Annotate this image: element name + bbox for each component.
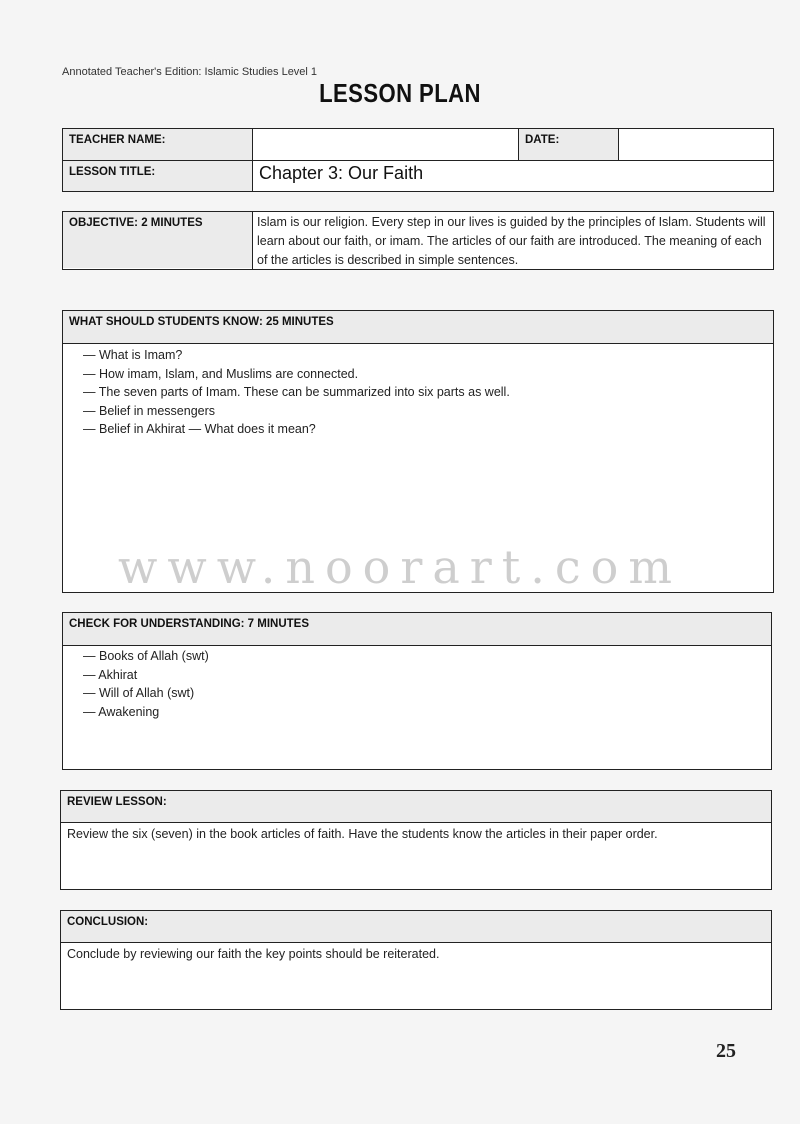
conclusion-label: CONCLUSION: — [67, 916, 149, 928]
review-lesson-text: Review the six (seven) in the book articles of faith. Have the students know the articles in their paper order. — [67, 827, 658, 841]
list-item: — Belief in Akhirat — What does it mean? — [83, 420, 763, 439]
review-lesson-section — [60, 790, 772, 890]
what-should-students-know-list — [83, 346, 763, 439]
header-note: Annotated Teacher's Edition: Islamic Studies Level 1 — [62, 66, 318, 78]
date-label: DATE: — [525, 134, 560, 146]
conclusion-text: Conclude by reviewing our faith the key points should be reiterated. — [67, 947, 440, 961]
objective-section — [62, 211, 774, 270]
teacher-name-label: TEACHER NAME: — [69, 134, 166, 146]
list-item: — Awakening — [83, 703, 763, 722]
list-item: — Books of Allah (swt) — [83, 647, 763, 666]
check-for-understanding-section — [62, 612, 772, 770]
watermark: www.noorart.com — [118, 540, 682, 594]
teacher-name-field[interactable] — [253, 129, 517, 160]
list-item: — Belief in messengers — [83, 402, 763, 421]
what-should-students-know-label: WHAT SHOULD STUDENTS KNOW: 25 MINUTES — [69, 316, 334, 328]
lesson-title-value: Chapter 3: Our Faith — [259, 163, 424, 183]
objective-label: OBJECTIVE: 2 MINUTES — [69, 217, 203, 229]
date-field[interactable] — [619, 129, 773, 160]
page-title: LESSON PLAN — [319, 78, 481, 108]
list-item: — The seven parts of Imam. These can be summarized into six parts as well. — [83, 383, 763, 402]
review-lesson-label: REVIEW LESSON: — [67, 796, 167, 808]
info-table — [62, 128, 774, 192]
check-for-understanding-list — [83, 647, 763, 721]
list-item: — How imam, Islam, and Muslims are connected. — [83, 365, 763, 384]
list-item: — Will of Allah (swt) — [83, 684, 763, 703]
conclusion-section — [60, 910, 772, 1010]
lesson-title-label: LESSON TITLE: — [69, 166, 156, 178]
list-item: — What is Imam? — [83, 346, 763, 365]
objective-text: Islam is our religion. Every step in our lives is guided by the principles of Islam. Students will learn about our faith, or imam. The articles of our faith are introduced. The meaning of each of the articles is described in simple sentences. — [257, 215, 766, 267]
check-for-understanding-label: CHECK FOR UNDERSTANDING: 7 MINUTES — [69, 618, 310, 630]
page-number: 25 — [716, 1040, 736, 1062]
list-item: — Akhirat — [83, 666, 763, 685]
